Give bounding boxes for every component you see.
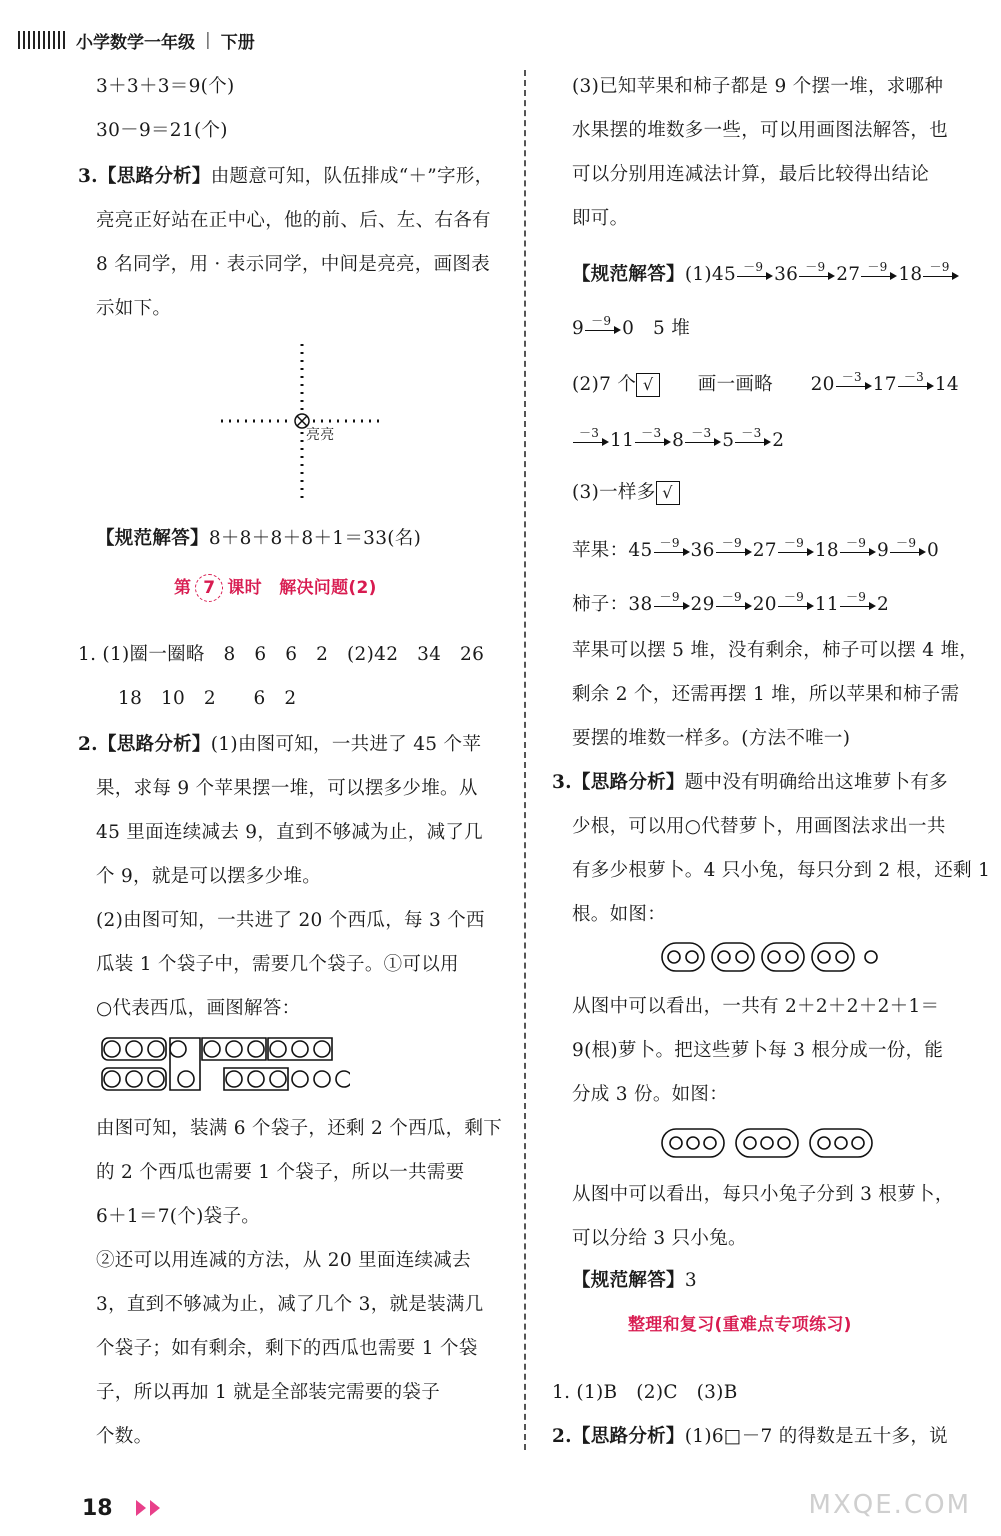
lesson-title: 第 7 课时 解决问题(2) [174,574,377,602]
page-header [18,28,255,52]
answer-1-line: 1. (1)圈一圈略 8 6 6 2 (2)42 34 26 [78,644,485,665]
question-number: 2. [78,734,98,755]
arrow-icon: －3 [635,434,671,448]
arrow-icon: －3 [685,434,721,448]
text-line: 6＋1＝7(个)袋子。 [96,1206,261,1227]
text-line: 从图中可以看出，每只小兔子分到 3 根萝卜， [572,1184,954,1205]
text-line: 个数。 [96,1426,153,1447]
text-line: 水果摆的堆数多一些，可以用画图法解答，也 [572,120,949,141]
text-line: 3，直到不够减为止，减了几个 3，就是装满几 [96,1294,484,1315]
analysis-tag: 【思路分析】 [571,772,685,793]
arrow-icon: －3 [836,378,872,392]
subtraction-chain-2-cont: －3 11 －3 8 －3 5 －3 2 [572,428,784,454]
text-line: 果，求每 9 个苹果摆一堆，可以摆多少堆。从 [96,778,478,799]
arrow-icon: －9 [923,268,959,282]
arrow-icon: －9 [840,598,876,612]
cross-formation-diagram [215,340,395,505]
watermelon-bags-diagram [100,1036,350,1094]
answer-tag: 【规范解答】 [572,1270,685,1291]
text-line: 的 2 个西瓜也需要 1 个袋子，所以一共需要 [96,1162,465,1183]
book-volume: 下册 [220,32,255,53]
check-mark-icon: √ [656,481,680,505]
text-line: 示如下。 [96,298,172,319]
text-line: 可以分别用连减法计算，最后比较得出结论 [572,164,930,185]
question-number: 2. [552,1426,572,1447]
text-line: 由图可知，装满 6 个袋子，还剩 2 个西瓜，剩下 [96,1118,503,1139]
triangle-icon [136,1500,146,1516]
text-line: 有多少根萝卜。4 只小兔，每只分到 2 根，还剩 1 [572,860,991,881]
arrow-icon: －9 [737,268,773,282]
text-line: (1)由图可知，一共进了 45 个苹 [210,734,482,755]
text-line: 8 名同学，用 · 表示同学，中间是亮亮，画图表 [96,254,490,275]
subtraction-chain-2: (2)7 个 √ 画一画略 20 －3 17 －3 14 [572,370,959,395]
text-line: 由题意可知，队伍排成“＋”字形， [210,166,494,187]
lesson-number-badge: 7 [195,574,223,602]
arrow-icon: －9 [799,268,835,282]
subtraction-chain-1-cont: 9 －9 0 5 堆 [572,314,691,339]
answer-tag: 【规范解答】 [572,264,685,285]
review-question-2 [552,1424,948,1450]
text-line: 少根，可以用○代替萝卜，用画图法求出一共 [572,816,946,837]
answer-line [96,526,421,552]
center-person-label: 亮亮 [306,427,335,443]
arrow-icon: －9 [585,322,621,336]
arrow-icon: －9 [716,544,752,558]
text-line: 9(根)萝卜。把这些萝卜每 3 根分成一份，能 [572,1040,944,1061]
text-line: 瓜装 1 个袋子中，需要几个袋子。①可以用 [96,954,459,975]
apple-chain: 苹果：45 －9 36 －9 27 －9 18 －9 9 －9 0 [572,536,940,561]
question-number: 3. [78,166,98,187]
carrot-groups-diagram [660,940,885,974]
carrot-triples-diagram [660,1126,880,1160]
arrow-icon: －9 [840,544,876,558]
text-line: 从图中可以看出，一共有 2＋2＋2＋2＋1＝ [572,996,940,1017]
text-line: 题中没有明确给出这堆萝卜有多 [684,772,948,793]
review-section-title: 整理和复习(重难点专项练习) [628,1315,852,1335]
analysis-tag: 【思路分析】 [571,1426,685,1447]
arrow-icon: －9 [861,268,897,282]
triangle-icon [150,1500,160,1516]
text-line: 子，所以再加 1 就是全部装完需要的袋子 [96,1382,441,1403]
text-line: (3)已知苹果和柿子都是 9 个摆一堆，求哪种 [572,76,944,97]
book-title: 小学数学一年级 [76,32,195,53]
question-number: 3. [552,772,572,793]
review-answer-1: 1. (1)B (2)C (3)B [552,1382,738,1403]
question-3-line [78,164,493,190]
text-line: 45 里面连续减去 9，直到不够减为止，减了几 [96,822,483,843]
watermark: MXQE.COM [808,1490,971,1520]
answer-text: 8＋8＋8＋8＋1＝33(名) [208,528,422,549]
text-line: 剩余 2 个，还需再摆 1 堆，所以苹果和柿子需 [572,684,960,705]
column-divider [524,70,526,1450]
text-line: ○代表西瓜，画图解答： [96,998,301,1019]
barcode-decoration [18,31,66,49]
text-line: 可以分给 3 只小兔。 [572,1228,747,1249]
arrow-icon: －9 [654,544,690,558]
text-line: 分成 3 份。如图： [572,1084,729,1105]
arrow-icon: －9 [890,544,926,558]
arrow-icon: －3 [573,434,609,448]
text-line: 要摆的堆数一样多。(方法不唯一) [572,728,851,749]
arrow-icon: －9 [778,544,814,558]
subtraction-chain-1: 【规范解答】(1)45 －9 36 －9 27 －9 18 －9 [572,262,960,288]
header-separator: | [205,30,211,50]
text-line: 个袋子；如有剩余，剩下的西瓜也需要 1 个袋 [96,1338,478,1359]
page-number: 18 [82,1496,113,1521]
arrow-icon: －3 [735,434,771,448]
arrow-icon: －9 [778,598,814,612]
text-line: 根。如图： [572,904,667,925]
check-mark-icon: √ [636,373,660,397]
arrow-icon: －9 [654,598,690,612]
answer-3-line: (3)一样多 √ [572,480,680,506]
answer-tag: 【规范解答】 [96,528,209,549]
answer-line [572,1268,697,1294]
persimmon-chain: 柿子：38 －9 29 －9 20 －9 11 －9 2 [572,590,890,615]
arrow-icon: －9 [716,598,752,612]
answer-1-line-2: 18 10 2 6 2 [118,688,297,709]
analysis-tag: 【思路分析】 [97,734,211,755]
question-3-line [552,770,948,796]
text-line: 苹果可以摆 5 堆，没有剩余，柿子可以摆 4 堆， [572,640,979,661]
analysis-tag: 【思路分析】 [97,166,211,187]
question-2-line [78,732,481,758]
text-line: 亮亮正好站在正中心，他的前、后、左、右各有 [96,210,491,231]
text-line: (1)6□－7 的得数是五十多，说 [684,1426,948,1447]
text-line: 30－9＝21(个) [96,120,228,141]
text-line: 即可。 [572,208,629,229]
text-line: 3＋3＋3＝9(个) [96,76,235,97]
arrow-icon: －3 [898,378,934,392]
answer-text: 3 [684,1270,697,1291]
text-line: ②还可以用连减的方法，从 20 里面连续减去 [96,1250,471,1271]
text-line: (2)由图可知，一共进了 20 个西瓜，每 3 个西 [96,910,485,931]
text-line: 个 9，就是可以摆多少堆。 [96,866,322,887]
